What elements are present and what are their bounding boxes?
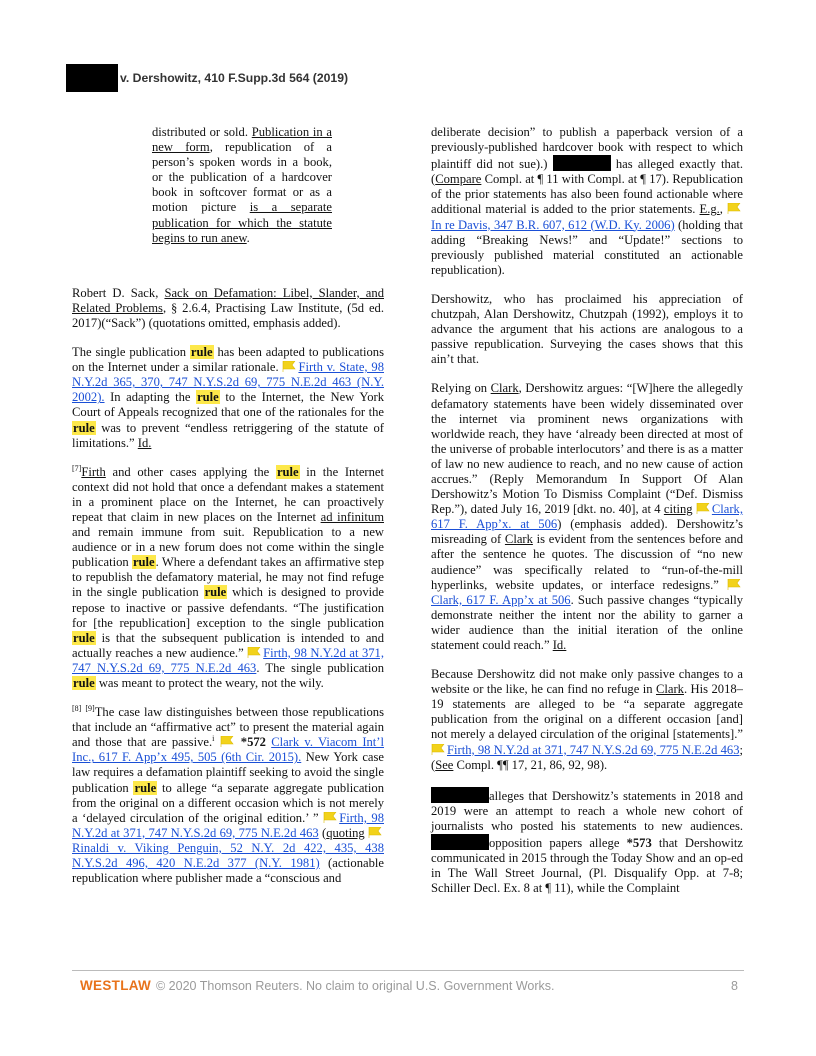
search-term-highlight: rule — [73, 630, 95, 645]
paragraph-citation-sack — [72, 286, 384, 331]
text: and remain immune from suit. Republication to a new audience or in a new forum does not come within the single publication — [72, 525, 384, 570]
underlined-text: See — [435, 757, 454, 772]
text: . Where a defendant takes an affirmative step to republish the defamatory material, he may not find refuge in the single publication — [72, 555, 384, 600]
document-footer — [72, 970, 744, 999]
text: , Dershowitz argues: “[W]here the allegedly defamatory statements have been widely disseminated over the internet via prominent news organizations with worldwide reach, they have ‘already been directed at most of the universe of probable interlocutors’ and there is as a matter of law no new audience to reach, and no new cause of action accrues.” (Reply Memorandum In Support Of Alan Dershowitz’s Motion To Dismiss Complaint (“Def. Dismiss Rep.”), dated July 16, 2019 [dkt. no. 40], at 4 — [431, 381, 743, 517]
underlined-text: Publication in a new form — [152, 125, 332, 155]
citation-link-clark[interactable]: Clark, 617 F. App’x. at 506 — [431, 502, 744, 532]
text: distributed or sold. — [152, 125, 252, 139]
text: which is designed to provide repose to inactive or passive defendants. “The justification for [the republication] exception to the single publication — [72, 585, 384, 630]
text: ( — [318, 825, 327, 840]
text: alleges that Dershowitz’s statements in 2018 and 2019 were an attempt to reach a whole new cohort of journalists who posted his statements to new audiences. — [431, 788, 743, 833]
underlined-text: Id. — [552, 638, 567, 652]
text: , — [719, 202, 727, 217]
right-column — [431, 125, 743, 910]
search-term-highlight: rule — [204, 585, 227, 600]
text: Compl. ¶¶ 17, 21, 86, 92, 98). — [453, 757, 608, 772]
search-term-highlight: rule — [276, 464, 299, 479]
text: was to prevent “endless retriggering of the statute of limitations.” — [72, 420, 384, 450]
text: Relying on — [431, 381, 491, 396]
block-quote — [152, 125, 332, 246]
citation-link-firth[interactable]: Firth, 98 N.Y.2d at 371, 747 N.Y.S.2d 69, 775 N.E.2d 463 — [447, 742, 740, 757]
underlined-text: E.g. — [699, 202, 720, 217]
search-term-highlight: rule — [132, 555, 155, 570]
text: Robert D. Sack, — [72, 285, 165, 300]
paragraph-relying-on-clark — [431, 381, 743, 653]
underlined-text: Clark — [655, 682, 684, 697]
redaction-box — [553, 155, 611, 171]
redaction-box — [431, 787, 489, 803]
paragraph-case-law — [72, 705, 384, 886]
left-column — [72, 125, 384, 900]
text: The single publication — [72, 345, 190, 360]
text: ) (emphasis added). Dershowitz’s misreading of — [431, 517, 743, 547]
paragraph-single-publication — [72, 345, 384, 451]
flag-icon[interactable] — [727, 203, 741, 214]
search-term-highlight: rule — [134, 780, 157, 795]
citation-link-firth[interactable]: Firth, 98 N.Y.2d at 371, 747 N.Y.S.2d 69, 775 N.E.2d 463 — [72, 645, 384, 675]
underlined-text: is a separate publication for which the statute begins to run anew — [152, 200, 332, 245]
redaction-box — [66, 64, 118, 92]
text: deliberate decision” to publish a paperback version of a previously-published hardcover book with respect to which plaintiff did not sue).) — [431, 125, 743, 172]
text: has been adapted to publications on the Internet under a similar rationale. — [72, 345, 384, 375]
footnote-marker[interactable]: i — [212, 734, 215, 744]
text: (actionable republication where publisher made a “conscious and — [72, 856, 385, 886]
search-term-highlight: rule — [190, 345, 213, 360]
text: , § 2.6.4, Practising Law Institute, (5d ed. 2017)(“Sack”) (quotations omitted, emphasis added). — [72, 300, 384, 330]
paragraph-no-refuge — [431, 667, 743, 773]
underlined-text: Sack on Defamation: Libel, Slander, and Related Problems — [72, 285, 384, 315]
footnote-marker[interactable]: [8] — [72, 703, 82, 713]
flag-icon[interactable] — [727, 579, 741, 590]
star-page-marker: *573 — [626, 836, 652, 851]
citation-link-clark[interactable]: Clark, 617 F. App’x at 506 — [431, 592, 571, 607]
document-header — [66, 64, 751, 92]
flag-icon[interactable] — [431, 744, 445, 755]
text: New York case law requires a defamation plaintiff seeking to avoid the single publication — [72, 750, 384, 795]
paragraph-chutzpah — [431, 292, 743, 367]
citation-link-davis[interactable]: In re Davis, 347 B.R. 607, 612 (W.D. Ky. 2006) — [431, 217, 675, 232]
text: was meant to protect the weary, not the wily. — [95, 676, 324, 690]
text: . His 2018–19 statements are alleged to be “a separate aggregate publication from the original on a different occasion [and] not merely a delayed circulation of the original [statements].” — [431, 682, 743, 742]
underlined-text: Clark — [504, 532, 533, 547]
footnote-marker[interactable]: [7] — [72, 463, 82, 473]
flag-icon[interactable] — [323, 812, 337, 823]
flag-icon[interactable] — [282, 361, 296, 372]
flag-icon[interactable] — [368, 827, 382, 838]
underlined-text: citing — [663, 502, 693, 517]
flag-icon[interactable] — [696, 503, 710, 514]
underlined-text: Compare — [435, 172, 482, 187]
case-title: v. Dershowitz, 410 F.Supp.3d 564 (2019) — [120, 71, 349, 85]
text: to allege “a separate aggregate publication from the original on a different occasion which is not merely a ‘delayed circulation of the original edition.’ ” — [72, 780, 384, 825]
flag-icon[interactable] — [247, 647, 261, 658]
text: has alleged exactly that. ( — [431, 157, 743, 187]
westlaw-logo: WESTLAW — [80, 978, 152, 993]
underlined-text: Clark — [490, 381, 519, 396]
text: ; ( — [431, 742, 743, 772]
citation-link-rinaldi[interactable]: Rinaldi v. Viking Penguin, 52 N.Y. 2d 422, 435, 438 N.Y.S.2d 496, 420 N.E.2d 377 (N.Y. 1981) — [72, 840, 384, 871]
text: to the Internet, the New York Court of Appeals recognized that one of the rationales for the — [72, 390, 384, 420]
citation-link-clark[interactable]: Clark v. Viacom Int’l Inc., 617 F. App’x 495, 505 (6th Cir. 2015). — [72, 735, 384, 765]
underlined-text: ad infinitum — [320, 509, 384, 524]
text: Compl. at ¶ 11 with Compl. at ¶ 17). Republication of the prior statements has also been found actionable where additional material is added to the prior statements. — [431, 172, 743, 217]
citation-link-firth[interactable]: Firth, 98 N.Y.2d at 371, 747 N.Y.S.2d 69, 775 N.E.2d 463 — [72, 810, 384, 840]
redaction-box — [431, 834, 489, 850]
citation-link-firth[interactable]: Firth v. State, 98 N.Y.2d 365, 370, 747 N.Y.S.2d 69, 775 N.E.2d 463 (N.Y. 2002). — [72, 360, 384, 405]
text: . — [246, 230, 250, 245]
underlined-text: Firth — [81, 464, 106, 479]
copyright-notice: © 2020 Thomson Reuters. No claim to original U.S. Government Works. — [156, 979, 555, 993]
text: opposition papers allege — [489, 836, 627, 851]
paragraph-deliberate-decision — [431, 125, 743, 278]
star-page-marker: *572 — [235, 735, 272, 750]
underlined-text: Id. — [137, 435, 152, 450]
underlined-text: quoting — [326, 825, 365, 840]
text: Because Dershowitz did not make only passive changes to a website or the like, he can find no refuge in — [431, 667, 743, 697]
text: In adapting the — [104, 390, 197, 405]
text: Dershowitz, who has proclaimed his appreciation of chutzpah, Alan Dershowitz, Chutzpah (1992), employs it to advance the argument that his actions are analogous to a passive republication. Surveying the cases shows that this ain’t that. — [431, 291, 743, 367]
text: , republication of a person’s spoken words in a book, or the publication of a hardcover book in softcover format or as a motion picture — [152, 140, 332, 215]
text: in the Internet context did not hold that once a defendant makes a statement in a prominent place on the Internet, he can proactively repeat that claim in new places on the Internet — [72, 464, 384, 524]
search-term-highlight: rule — [197, 390, 219, 405]
text: and other cases applying the — [105, 464, 276, 479]
text: is evident from the sentences before and after the sentence he quotes. The discussion of “no new audience” was specifically related to “run-of-the-mill hyperlinks, website updates, or interface redesigns.” — [431, 532, 743, 592]
text: (holding that adding “Breaking News!” and “Update!” sections to previously published material constituted an actionable republication). — [431, 217, 743, 277]
footnote-marker[interactable]: [9] — [85, 703, 95, 713]
paragraph-allegations — [431, 787, 743, 897]
search-term-highlight: rule — [73, 676, 95, 690]
paragraph-firth-analysis — [72, 465, 384, 691]
search-term-highlight: rule — [73, 420, 95, 435]
text: . The single publication — [256, 660, 384, 675]
text: that Dershowitz communicated in 2015 through the Today Show and an op-ed in The Wall Street Journal, (Pl. Disqualify Opp. at 7-8; Schiller Decl. Ex. 8 at ¶ 11), while the Complaint — [431, 836, 743, 896]
page-number: 8 — [731, 979, 738, 993]
flag-icon[interactable] — [220, 736, 234, 747]
text: The case law distinguishes between those republications that include an “affirmative act” to present the material again and those that are passive. — [72, 705, 385, 750]
text: is that the subsequent publication is intended to and actually reaches a new audience.” — [72, 630, 384, 660]
text: . Such passive changes “typically demonstrate neither the intent nor the ability to garner a wider audience than the initial iteration of the online statement could reach.” — [431, 592, 743, 652]
